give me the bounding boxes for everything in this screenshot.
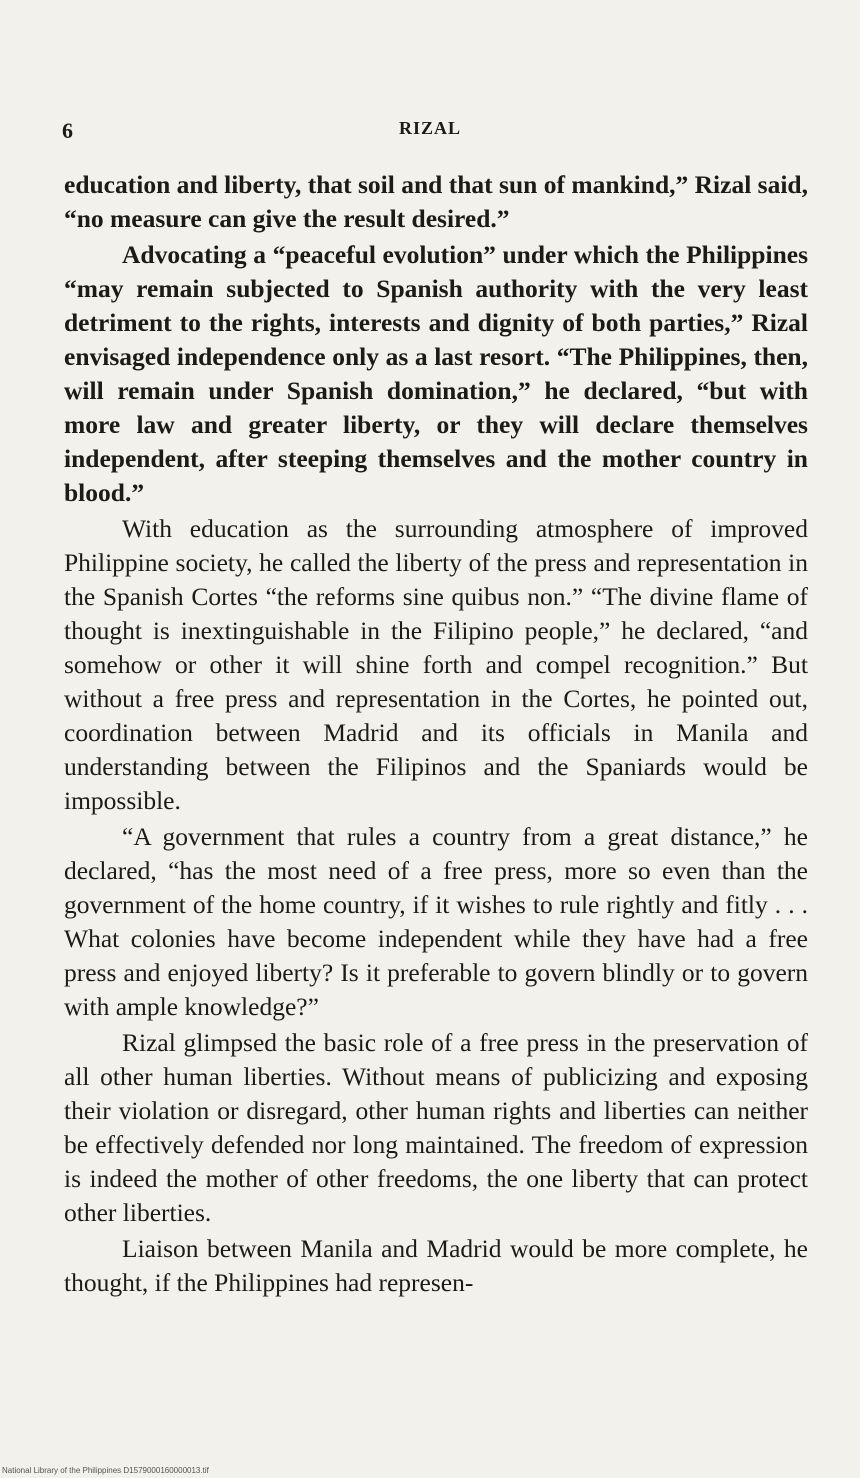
paragraph: “A government that rules a country from a great distance,” he declared, “has the most need of a free press, more so even than the government of the home country, if it wishes to rule rightly and fitly . . . What colonies have become independent while they have had a free press and enjoyed liberty? Is it preferable to govern blindly or to govern with ample knowledge?”: [64, 822, 808, 1021]
paragraph: Rizal glimpsed the basic role of a free press in the preservation of all other human liberties. Without means of publicizing and exposing their violation or disregard, other human rights and liberties can neither be effectively defended nor long maintained. The freedom of expression is indeed the mother of other freedoms, the one liberty that can protect other liberties.: [64, 1028, 808, 1227]
paragraph: With education as the surrounding atmosphere of improved Philippine society, he called the liberty of the press and representation in the Spanish Cortes “the reforms sine quibus non.” “The divine flame of thought is inextinguishable in the Filipino people,” he declared, “and somehow or other it will shine forth and compel recognition.” But without a free press and representation in the Cortes, he pointed out, coordination between Madrid and its officials in Manila and understanding between the Filipinos and the Spaniards would be impossible.: [64, 514, 808, 815]
paragraph: education and liberty, that soil and that sun of mankind,” Rizal said, “no measure can give the result desired.”: [64, 170, 808, 233]
body-text: [64, 168, 808, 1300]
running-head: RIZAL: [398, 118, 461, 138]
page-number: 6: [62, 118, 73, 143]
paragraph: Advocating a “peaceful evolution” under which the Philippines “may remain subjected to Spanish authority with the very least detriment to the rights, interests and dignity of both parties,” Rizal envisaged independence only as a last resort. “The Philippines, then, will remain under Spanish domination,” he declared, “but with more law and greater liberty, or they will declare themselves independent, after steeping themselves and the mother country in blood.”: [64, 240, 808, 507]
paragraph: Liaison between Manila and Madrid would be more complete, he thought, if the Philippines had represen-: [64, 1234, 808, 1297]
scan-footer-note: National Library of the Philippines D1579000160000013.tif: [2, 1466, 209, 1475]
